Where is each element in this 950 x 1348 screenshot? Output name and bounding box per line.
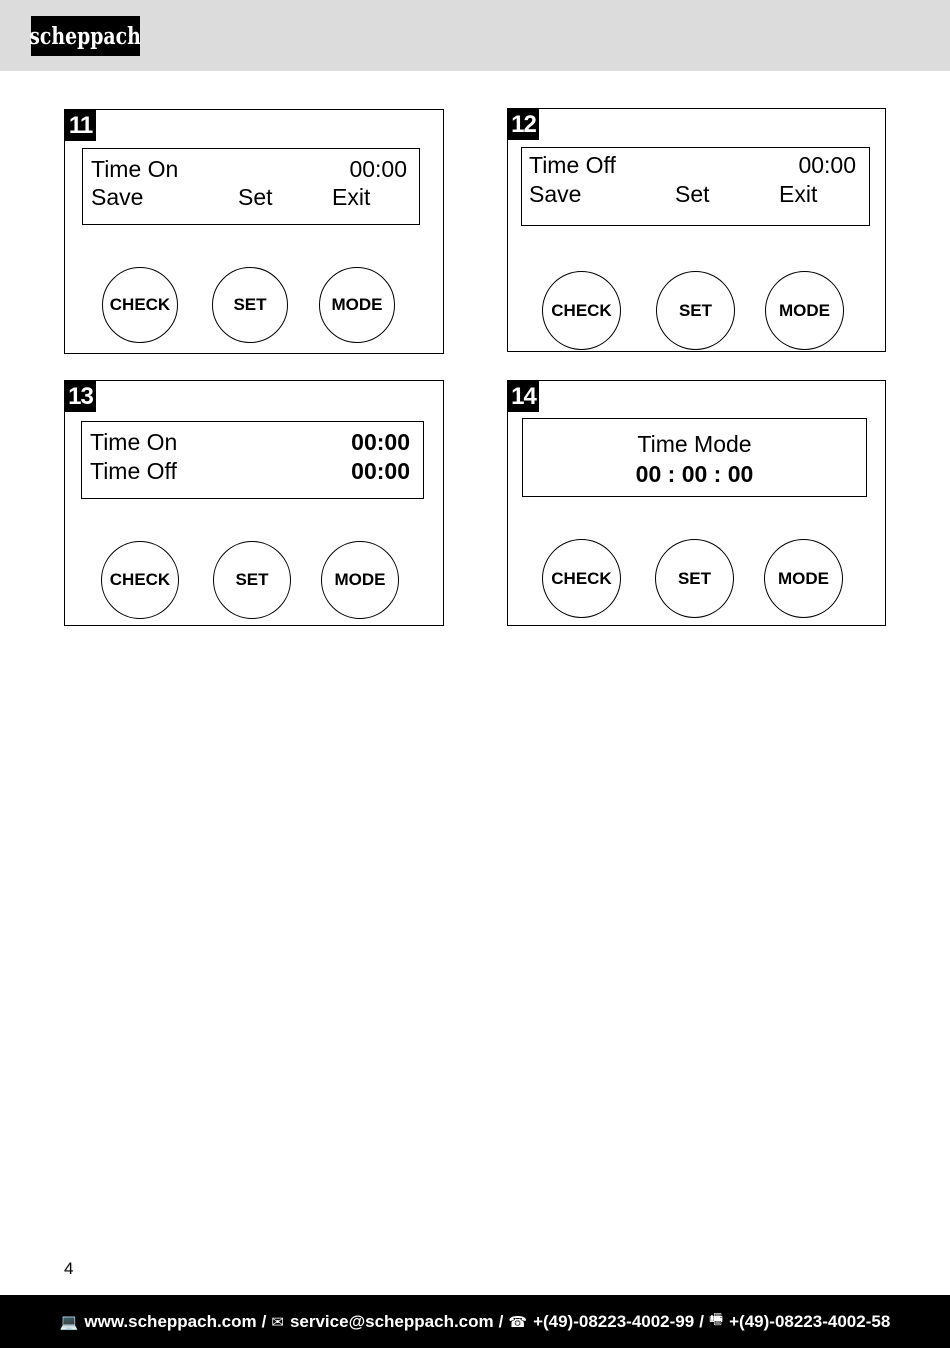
- figure-number: 13: [65, 381, 96, 412]
- phone-number: +(49)-08223-4002-99: [533, 1311, 695, 1331]
- set-button[interactable]: SET: [655, 539, 734, 618]
- check-button[interactable]: CHECK: [101, 541, 179, 619]
- check-button[interactable]: CHECK: [542, 539, 621, 618]
- figure-panel-11: [64, 109, 444, 354]
- figure-number: 11: [65, 110, 96, 141]
- separator: /: [498, 1311, 504, 1331]
- display-value: 00:00: [798, 152, 856, 178]
- display-label: Time Off: [529, 152, 616, 178]
- set-button[interactable]: SET: [656, 271, 735, 350]
- figure-number: 12: [508, 109, 539, 140]
- website-link[interactable]: www.scheppach.com: [84, 1311, 257, 1331]
- check-button[interactable]: CHECK: [542, 271, 621, 350]
- check-button[interactable]: CHECK: [102, 267, 178, 343]
- figure-panel-12: [507, 108, 886, 352]
- figure-panel-14: [507, 380, 886, 626]
- display-label: Time Off: [90, 458, 177, 484]
- display-option-set: Set: [238, 184, 273, 210]
- separator: /: [699, 1311, 704, 1331]
- display-option-set: Set: [675, 181, 710, 207]
- envelope-icon: ✉: [271, 1313, 284, 1331]
- display-option-save: Save: [91, 184, 144, 210]
- lcd-display: [81, 421, 424, 499]
- mode-button[interactable]: MODE: [319, 267, 395, 343]
- lcd-display: [521, 147, 870, 226]
- figure-number: 14: [508, 381, 539, 412]
- display-time: 00 : 00 : 00: [635, 461, 754, 487]
- lcd-display: [82, 148, 420, 225]
- display-value: 00:00: [351, 429, 410, 455]
- phone-icon: ☎: [508, 1313, 528, 1331]
- page-footer: [0, 1295, 950, 1348]
- separator: /: [261, 1311, 267, 1331]
- mode-button[interactable]: MODE: [765, 271, 844, 350]
- computer-icon: 💻: [59, 1313, 79, 1331]
- set-button[interactable]: SET: [213, 541, 291, 619]
- display-value: 00:00: [349, 156, 407, 182]
- figure-panel-13: [64, 380, 444, 626]
- display-option-save: Save: [529, 181, 582, 207]
- page-number: 4: [64, 1259, 74, 1278]
- display-label: Time On: [90, 429, 178, 455]
- scheppach-logo: scheppach: [31, 16, 140, 56]
- display-option-exit: Exit: [332, 184, 371, 210]
- display-value: 00:00: [351, 458, 410, 484]
- set-button[interactable]: SET: [212, 267, 288, 343]
- display-title: Time Mode: [637, 431, 752, 457]
- email-link[interactable]: service@scheppach.com: [289, 1311, 494, 1331]
- fax-icon: 🖷: [708, 1311, 724, 1328]
- display-option-exit: Exit: [779, 181, 818, 207]
- display-label: Time On: [91, 156, 179, 182]
- page-header: [0, 0, 950, 71]
- mode-button[interactable]: MODE: [764, 539, 843, 618]
- lcd-display: [522, 418, 867, 497]
- mode-button[interactable]: MODE: [321, 541, 399, 619]
- fax-number: +(49)-08223-4002-58: [729, 1311, 891, 1331]
